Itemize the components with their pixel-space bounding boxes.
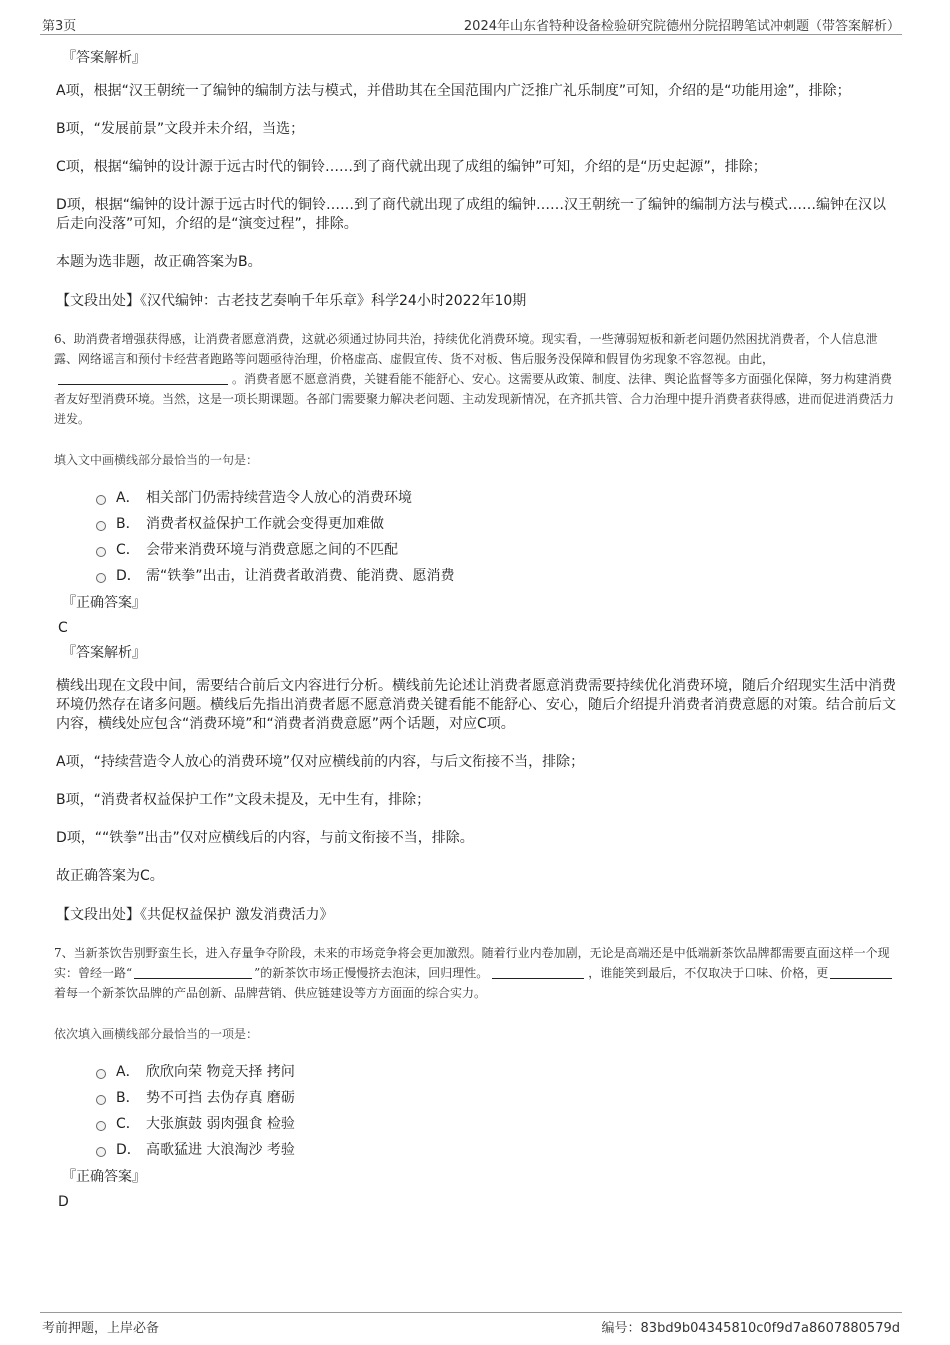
option-d[interactable]: D． 高歌猛进 大浪淘沙 考验 (96, 1136, 898, 1162)
question-7-instruction: 依次填入画横线部分最恰当的一项是： (54, 1027, 259, 1041)
footer-slogan: 考前押题，上岸必备 (42, 1321, 160, 1336)
correct-answer-tag: 『正确答案』 (62, 595, 146, 611)
option-c[interactable]: C． 会带来消费环境与消费意愿之间的不匹配 (96, 536, 898, 562)
analysis-tag: 『答案解析』 (62, 645, 146, 661)
question-7-options (96, 1058, 898, 1162)
analysis-conclusion: 故正确答案为C。 (56, 868, 164, 884)
radio-icon[interactable] (96, 1095, 106, 1105)
correct-answer-tag: 『正确答案』 (62, 1169, 146, 1185)
analysis-paragraph: 横线出现在文段中间，需要结合前后文内容进行分析。横线前先论述让消费者愿意消费需要持续优化消费环境，随后介绍现实生活中消费环境仍然存在诸多问题。横线后先指出消费者愿不愿意消费关键看能不能舒心、安心，随后介绍提升消费者消费意愿的对策。结合前后文内容，横线处应包含“消费环境”和“消费者消费意愿”两个话题，对应C项。 (56, 678, 896, 732)
radio-icon[interactable] (96, 573, 106, 583)
analysis-line-d: D项，““铁拳”出击”仅对应横线后的内容，与前文衔接不当，排除。 (56, 830, 474, 846)
radio-icon[interactable] (96, 521, 106, 531)
option-c[interactable]: C． 大张旗鼓 弱肉强食 检验 (96, 1110, 898, 1136)
option-a[interactable]: A． 相关部门仍需持续营造令人放心的消费环境 (96, 484, 898, 510)
option-a[interactable]: A． 欣欣向荣 物竞天择 拷问 (96, 1058, 898, 1084)
question-6-blank (58, 371, 228, 385)
option-b[interactable]: B． 消费者权益保护工作就会变得更加难做 (96, 510, 898, 536)
question-6-text (54, 329, 898, 429)
radio-icon[interactable] (96, 1121, 106, 1131)
analysis-line-c: C项，根据“编钟的设计源于远古时代的铜铃……到了商代就出现了成组的编钟”可知，介绍的是“历史起源”，排除； (56, 159, 767, 175)
question-7-blank-2 (492, 965, 584, 979)
document-body (56, 48, 898, 1218)
analysis-conclusion: 本题为选非题，故正确答案为B。 (56, 254, 262, 270)
document-id: 编号：83bd9b04345810c0f9d7a8607880579d (601, 1321, 900, 1336)
analysis-line-b: B项，“消费者权益保护工作”文段未提及，无中生有，排除； (56, 792, 431, 808)
analysis-line-a: A项，“持续营造令人放心的消费环境”仅对应横线前的内容，与后文衔接不当，排除； (56, 754, 585, 770)
question-7-blank-3 (830, 965, 892, 979)
radio-icon[interactable] (96, 495, 106, 505)
correct-answer-value: C (58, 620, 68, 636)
page-footer (40, 1312, 902, 1339)
radio-icon[interactable] (96, 1147, 106, 1157)
question-6-options (96, 484, 898, 588)
analysis-line-a: A项，根据“汉王朝统一了编钟的编制方法与模式，并借助其在全国范围内广泛推广礼乐制度”可知，介绍的是“功能用途”，排除； (56, 83, 851, 99)
question-6-instruction: 填入文中画横线部分最恰当的一句是： (54, 453, 259, 467)
option-b[interactable]: B． 势不可挡 去伪存真 磨砺 (96, 1084, 898, 1110)
analysis-tag: 『答案解析』 (62, 50, 146, 66)
analysis-line-b: B项，“发展前景”文段并未介绍，当选； (56, 121, 305, 137)
page-header (40, 12, 902, 35)
question-6-text-b: 。消费者愿不愿意消费，关键看能不能舒心、安心。这需要从政策、制度、法律、舆论监督等多方面强化保障，努力构建消费者友好型消费环境。当然，这是一项长期课题。各部门需要聚力解决老问题、主动发现新情况，在齐抓共管、合力治理中提升消费者获得感，进而促进消费活力迸发。 (54, 372, 895, 426)
source-citation: 【文段出处】《汉代编钟：古老技艺奏响千年乐章》科学24小时2022年10期 (56, 293, 527, 309)
document-title: 2024年山东省特种设备检验研究院德州分院招聘笔试冲刺题（带答案解析） (463, 19, 900, 34)
question-7-blank-1 (134, 965, 252, 979)
correct-answer-value: D (58, 1194, 69, 1210)
source-citation: 【文段出处】《共促权益保护 激发消费活力》 (56, 907, 334, 923)
question-7-text: 7、当新茶饮告别野蛮生长，进入存量争夺阶段，未来的市场竞争将会更加激烈。随着行业内卷加剧，无论是高端还是中低端新茶饮品牌都需要直面这样一个现实：曾经一路“ ”的新茶饮市场正慢慢挤去泡沫，回归理性。 ，谁能笑到最后，不仅取决于口味、价格，更着每一个新茶饮品牌的产品创新、品牌营销、供应链建设等方方面面的综合实力。 (54, 943, 898, 1003)
radio-icon[interactable] (96, 547, 106, 557)
option-d[interactable]: D． 需“铁拳”出击，让消费者敢消费、能消费、愿消费 (96, 562, 898, 588)
radio-icon[interactable] (96, 1069, 106, 1079)
analysis-line-d: D项，根据“编钟的设计源于远古时代的铜铃……到了商代就出现了成组的编钟……汉王朝统一了编钟的编制方法与模式……编钟在汉以后走向没落”可知，介绍的是“演变过程”，排除。 (56, 197, 887, 232)
page-number: 第3页 (42, 19, 77, 34)
question-6-text-a: 6、助消费者增强获得感，让消费者愿意消费，这就必须通过协同共治，持续优化消费环境。现实看，一些薄弱短板和新老问题仍然困扰消费者，个人信息泄露、网络谣言和预付卡经营者跑路等问题亟待治理，价格虚高、虚假宣传、货不对板、售后服务没保障和假冒伪劣现象不容忽视。由此， (54, 332, 878, 366)
